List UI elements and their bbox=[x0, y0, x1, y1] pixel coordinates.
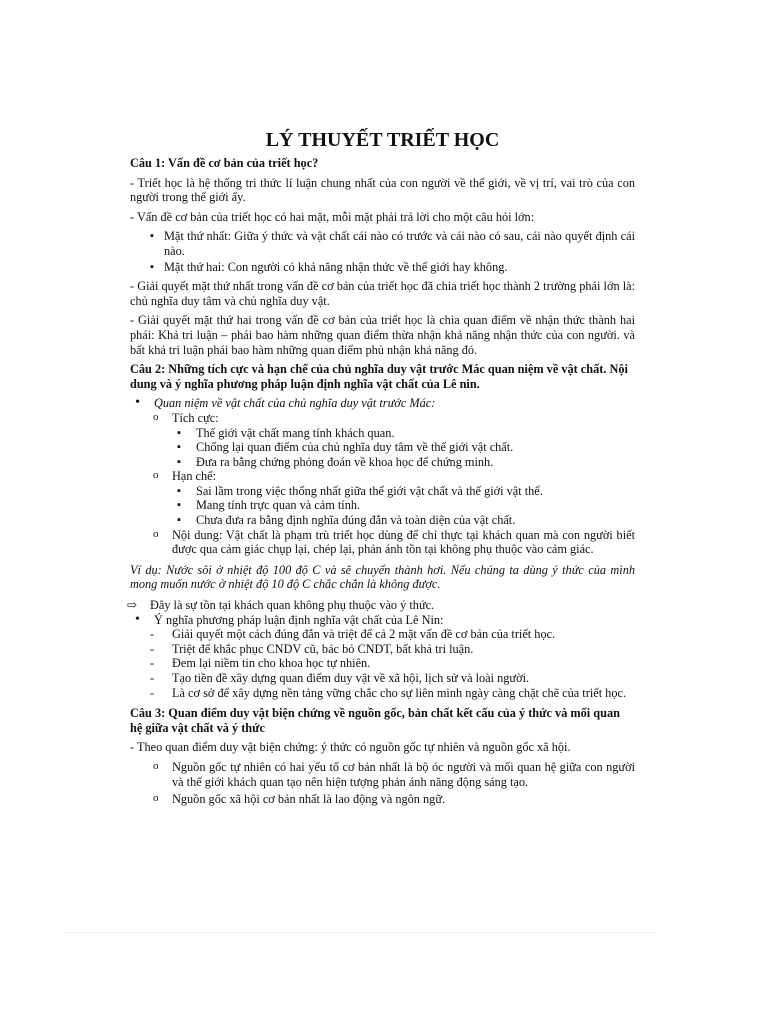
list-item: o Nguồn gốc tự nhiên có hai yếu tố cơ bản nhất là bộ óc người và mối quan hệ giữa con người và thế giới khách quan tạo nên hiện tượng phản ánh năng động sáng tạo. bbox=[130, 760, 635, 789]
document-title: LÝ THUYẾT TRIẾT HỌC bbox=[265, 129, 500, 151]
square-bullet-list bbox=[130, 229, 635, 274]
list-item: ▪ Mặt thứ nhất: Giữa ý thức và vật chất cái nào có trước và cái nào có sau, cái nào quyết định cái nào. bbox=[130, 229, 635, 258]
list-item: o Tích cực: bbox=[130, 411, 635, 426]
origin-list bbox=[130, 760, 635, 807]
list-item: ▪ Thế giới vật chất mang tính khách quan. bbox=[130, 426, 635, 441]
document-body bbox=[130, 128, 635, 810]
list-item: - Đem lại niềm tin cho khoa học tự nhiên. bbox=[130, 656, 635, 671]
concept-list bbox=[130, 396, 635, 557]
paragraph: - Vấn đề cơ bản của triết học có hai mặt, mỗi mặt phải trả lời cho một câu hỏi lớn: bbox=[130, 209, 535, 224]
list-item: - Tạo tiền đề xây dựng quan điểm duy vật về xã hội, lịch sử và loài người. bbox=[130, 671, 635, 686]
list-item: ▪ Đưa ra bằng chứng phỏng đoán về khoa học để chứng minh. bbox=[130, 455, 635, 470]
list-item: - Triệt để khắc phục CNDV cũ, bác bỏ CNDT, bất khả tri luận. bbox=[130, 642, 635, 657]
list-item: ▪ Mặt thứ hai: Con người có khả năng nhận thức về thế giới hay không. bbox=[130, 260, 635, 275]
list-item: o Nguồn gốc xã hội cơ bản nhất là lao động và ngôn ngữ. bbox=[130, 792, 635, 807]
list-item: ▪ Mang tính trực quan và cảm tính. bbox=[130, 498, 635, 513]
list-item: o Nội dung: Vật chất là phạm trù triết học dùng để chỉ thực tại khách quan mà con người biết được qua cảm giác chụp lại, chép lại, phản ánh tồn tại không phụ thuộc vào cảm giác. bbox=[130, 528, 635, 557]
list-item: ⇨ Đây là sự tồn tại khách quan không phụ thuộc vào ý thức. bbox=[130, 598, 635, 613]
question-1-heading: Câu 1: Vấn đề cơ bản của triết học? bbox=[130, 156, 319, 170]
paragraph: - Triết học là hệ thống tri thức lí luận chung nhất của con người về thế giới, về vị trí, vai trò của con người trong thế giới ấy. bbox=[130, 175, 635, 205]
list-item: ▪ Sai lầm trong việc thống nhất giữa thế giới vật chất và thế giới vật thể. bbox=[130, 484, 635, 499]
list-item: - Là cơ sở để xây dựng nền tảng vững chắc cho sự liên minh ngày càng chặt chẽ của triết học. bbox=[130, 686, 635, 701]
paragraph: - Theo quan điểm duy vật biện chứng: ý thức có nguồn gốc tự nhiên và nguồn gốc xã hội. bbox=[130, 740, 571, 755]
list-item: ▪ Chống lại quan điểm của chủ nghĩa duy tâm về thế giới vật chất. bbox=[130, 440, 635, 455]
list-item: o Hạn chế: bbox=[130, 469, 635, 484]
paragraph: - Giải quyết mặt thứ nhất trong vấn đề cơ bản của triết học đã chia triết học thành 2 trường phái lớn là: chủ nghĩa duy tâm và chủ nghĩa duy vật. bbox=[130, 279, 635, 308]
page-divider bbox=[64, 932, 654, 933]
example-paragraph: Ví dụ: Nước sôi ở nhiệt độ 100 độ C và sẽ chuyển thành hơi. Nếu chúng ta dùng ý thức của mình mong muốn nước ở nhiệt độ 10 độ C chắc chắn là không được. bbox=[130, 562, 635, 592]
meaning-list bbox=[130, 598, 635, 700]
paragraph: - Giải quyết mặt thứ hai trong vấn đề cơ bản của triết học là chia quan điểm về nhận thức thành hai phái: Khả tri luận – phái bao hàm những quan điểm thừa nhận khả năng nhận thức của con người. và bất khả tri luận phái bao hàm những quan điểm phủ nhận khả năng đó. bbox=[130, 313, 635, 357]
list-item: ▪ Chưa đưa ra bằng định nghĩa đúng đắn và toàn diện của vật chất. bbox=[130, 513, 635, 528]
question-2-heading: Câu 2: Những tích cực và hạn chế của chủ nghĩa duy vật trước Mác quan niệm về vật chất. Nội dung và ý nghĩa phương pháp luận định nghĩa vật chất của Lê nin. bbox=[130, 362, 628, 391]
list-item: - Giải quyết một cách đúng đắn và triệt để cả 2 mặt vấn đề cơ bản của triết học. bbox=[130, 627, 635, 642]
list-item: • Quan niệm về vật chất của chủ nghĩa duy vật trước Mác: bbox=[130, 396, 635, 411]
question-3-heading: Câu 3: Quan điểm duy vật biện chứng về nguồn gốc, bản chất kết cấu của ý thức và mối quan hệ giữa vật chất và ý thức bbox=[130, 706, 620, 735]
list-item: • Ý nghĩa phương pháp luận định nghĩa vật chất của Lê Nin: bbox=[130, 613, 635, 628]
